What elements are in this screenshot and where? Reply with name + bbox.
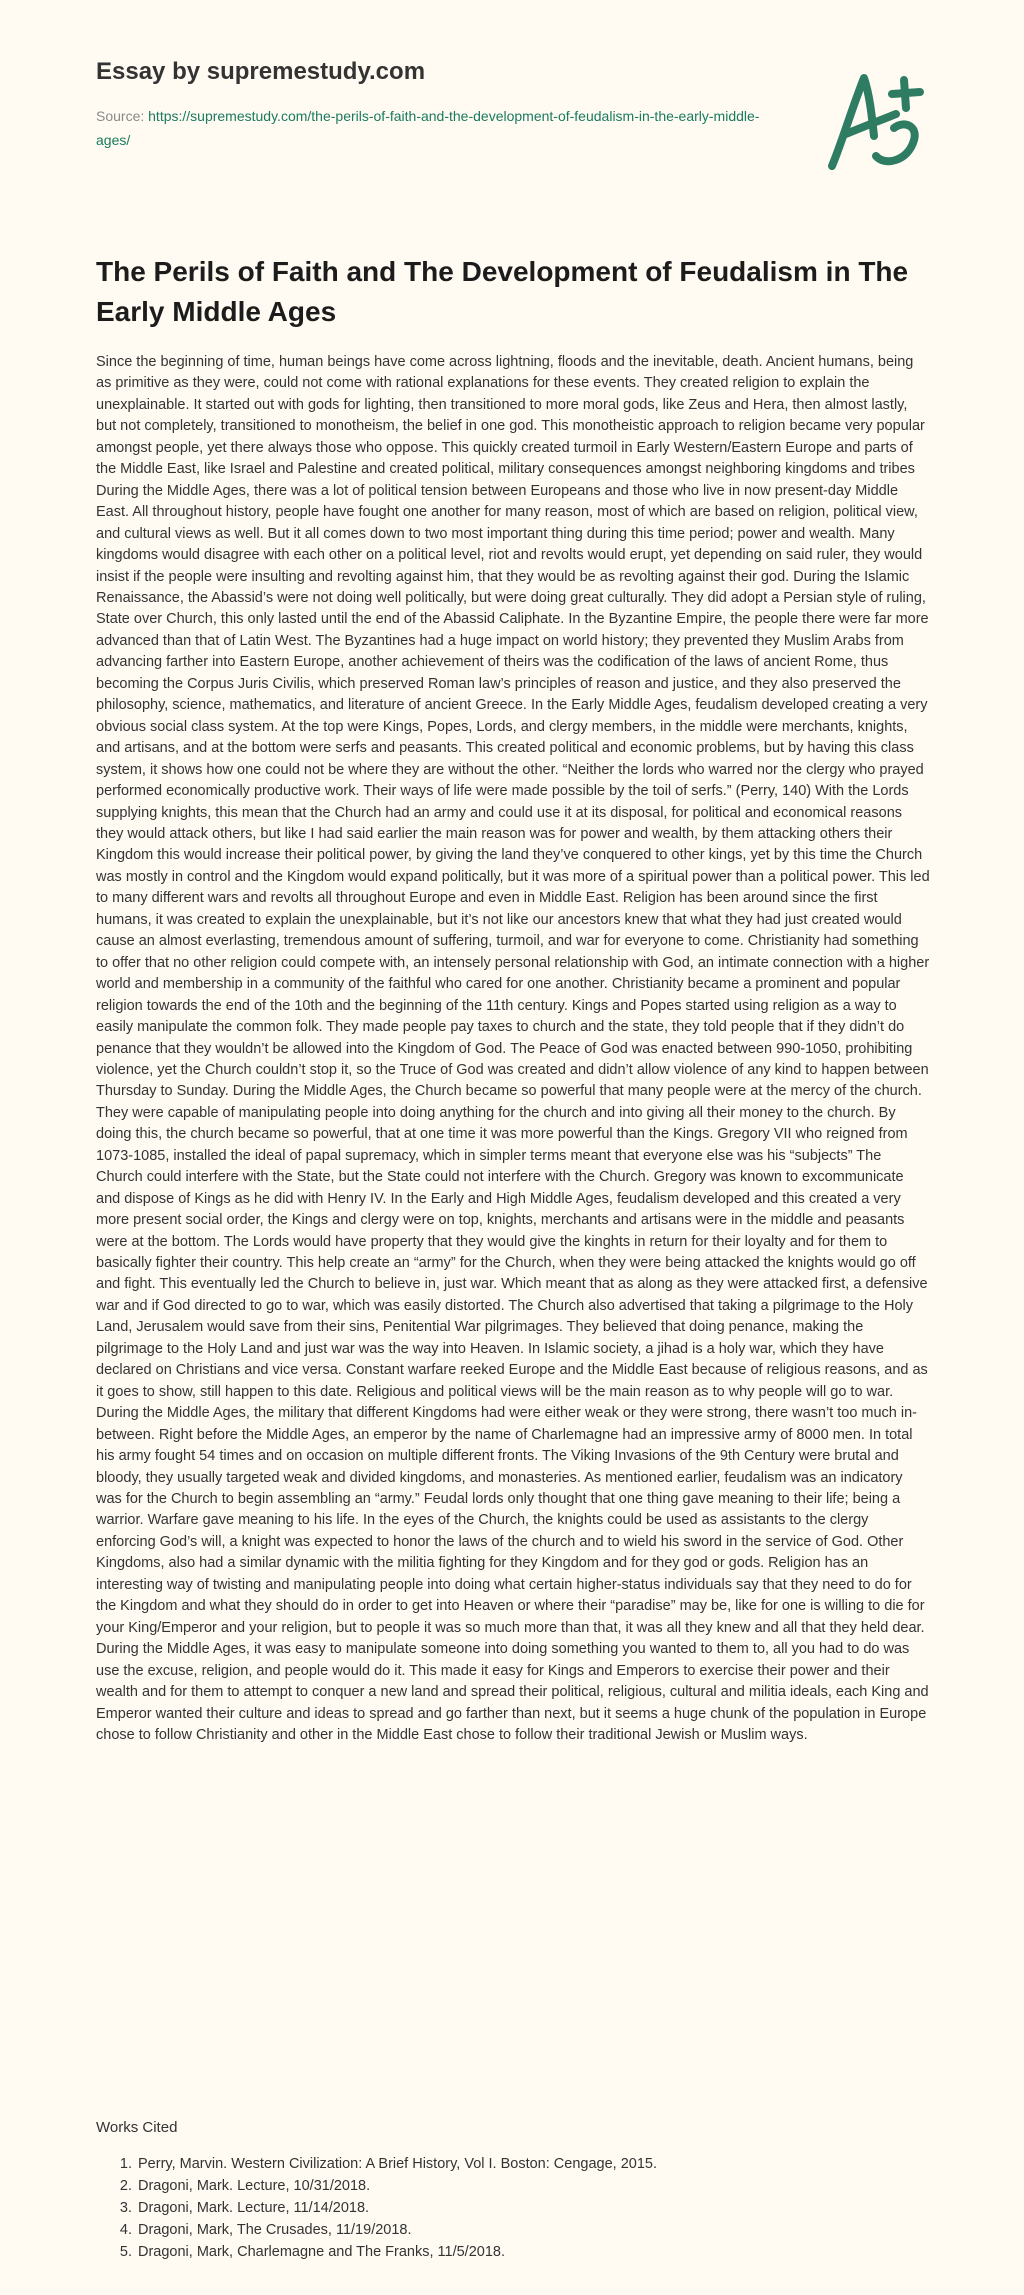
works-cited-item: 1. Perry, Marvin. Western Civilization: A Brief History, Vol I. Boston: Cengage, 2015. xyxy=(136,2153,926,2175)
works-cited-item: 4. Dragoni, Mark, The Crusades, 11/19/2018. xyxy=(136,2219,926,2241)
source-link[interactable]: https://supremestudy.com/the-perils-of-faith-and-the-development-of-feudalism-in-the-early-middle-ages/ xyxy=(96,108,760,148)
works-cited-item: 5. Dragoni, Mark, Charlemagne and The Franks, 11/5/2018. xyxy=(136,2241,926,2263)
source-label: Source: xyxy=(96,108,149,124)
works-cited-item: 3. Dragoni, Mark. Lecture, 11/14/2018. xyxy=(136,2197,926,2219)
essay-title: The Perils of Faith and The Development of Feudalism in The Early Middle Ages xyxy=(96,256,909,327)
works-cited-list xyxy=(96,2153,926,2263)
header xyxy=(96,58,776,152)
source-line xyxy=(96,104,776,152)
works-cited-heading: Works Cited xyxy=(96,2119,178,2136)
works-cited-item: 2. Dragoni, Mark. Lecture, 10/31/2018. xyxy=(136,2175,926,2197)
essay-body: Since the beginning of time, human beings have come across lightning, floods and the inevitable, death. Ancient humans, being as primitive as they were, could not come with rational explanations for these events. They created religion to explain the unexplainable. It started out with gods for lighting, then transitioned to more moral gods, like Zeus and Hera, then almost lastly, but not completely, transitioned to monotheism, the belief in one god. This monotheistic approach to religion became very popular amongst people, yet there always those who oppose. This quickly created turmoil in Early Western/Eastern Europe and parts of the Middle East, like Israel and Palestine and created political, military consequences amongst neighboring kingdoms and tribes During the Middle Ages, there was a lot of political tension between Europeans and those who live in now present-day Middle East. All throughout history, people have fought one another for many reason, most of which are based on religion, political view, and cultural views as well. But it all comes down to two most important thing during this time period; power and wealth. Many kingdoms would disagree with each other on a political level, riot and revolts would erupt, yet depending on said ruler, they would insist if the people were insulting and revolting against him, that they would be as revolting against their god. During the Islamic Renaissance, the Abassid’s were not doing well politically, but were doing great culturally. They did adopt a Persian style of ruling, State over Church, this only lasted until the end of the Abassid Caliphate. In the Byzantine Empire, the people there were far more advanced than that of Latin West. The Byzantines had a huge impact on world history; they prevented they Muslim Arabs from advancing farther into Eastern Europe, another achievement of theirs was the codification of the laws of ancient Rome, thus becoming the Corpus Juris Civilis, which preserved Roman law’s principles of reason and justice, and they also preserved the philosophy, science, mathematics, and literature of ancient Greece. In the Early Middle Ages, feudalism developed creating a very obvious social class system. At the top were Kings, Popes, Lords, and clergy members, in the middle were merchants, knights, and artisans, and at the bottom were serfs and peasants. This created political and economic problems, but by having this class system, it shows how one could not be where they are without the other. “Neither the lords who warred nor the clergy who prayed performed economically productive work. Their ways of life were made possible by the toil of serfs.” (Perry, 140) With the Lords supplying knights, this mean that the Church had an army and could use it at its disposal, for political and economical reasons they would attack others, but like I had said earlier the main reason was for power and wealth, by them attacking others their Kingdom this would increase their political power, by giving the land they’ve conquered to other kings, yet by this time the Church was mostly in control and the Kingdom would expand politically, but it was more of a spiritual power than a political power. This led to many different wars and revolts all throughout Europe and even in Middle East. Religion has been around since the first humans, it was created to explain the unexplainable, but it’s not like our ancestors knew that what they had just created would cause an almost everlasting, tremendous amount of suffering, turmoil, and war for everyone to come. Christianity had something to offer that no other religion could compete with, an intensely personal relationship with God, an intimate connection with a higher world and membership in a community of the faithful who cared for one another. Christianity became a prominent and popular religion towards the end of the 10th and the beginning of the 11th century. Kings and Popes started using religion as a way to easily manipulate the common folk. They made people pay taxes to church and the state, they told people that if they didn’t do penance that they wouldn’t be allowed into the Kingdom of God. The Peace of God was enacted between 990-1050, prohibiting violence, yet the Church couldn’t stop it, so the Truce of God was created and didn’t allow violence of any kind to happen between Thursday to Sunday. During the Middle Ages, the Church became so powerful that many people were at the mercy of the church. They were capable of manipulating people into doing anything for the church and into giving all their money to the church. By doing this, the church became so powerful, that at one time it was more powerful than the Kings. Gregory VII who reigned from 1073-1085, installed the ideal of papal supremacy, which in simpler terms meant that everyone else was his “subjects” The Church could interfere with the State, but the State could not interfere with the Church. Gregory was known to excommunicate and dispose of Kings as he did with Henry IV. In the Early and High Middle Ages, feudalism developed and this created a very more present social order, the Kings and clergy were on top, knights, merchants and artisans were in the middle and peasants were at the bottom. The Lords would have property that they would give the kinghts in return for their loyalty and for them to basically fighter their country. This help create an “army” for the Church, when they were being attacked the knights would go off and fight. This eventually led the Church to believe in, just war. Which meant that as along as they were attacked first, a defensive war and if God directed to go to war, which was easily distorted. The Church also advertised that taking a pilgrimage to the Holy Land, Jerusalem would save from their sins, Penitential War pilgrimages. They believed that doing penance, making the pilgrimage to the Holy Land and just war was the way into Heaven. In Islamic society, a jihad is a holy war, which they have declared on Christians and vice versa. Constant warfare reeked Europe and the Middle East because of religious reasons, and as it goes to show, still happen to this date. Religious and political views will be the main reason as to why people will go to war. During the Middle Ages, the military that different Kingdoms had were either weak or they were strong, there wasn’t too much in-between. Right before the Middle Ages, an emperor by the name of Charlemagne had an impressive army of 8000 men. In total his army fought 54 times and on occasion on multiple different fronts. The Viking Invasions of the 9th Century were brutal and bloody, they usually targeted weak and divided kingdoms, and monasteries. As mentioned earlier, feudalism was an indicatory was for the Church to begin assembling an “army.” Feudal lords only thought that one thing gave meaning to their life; being a warrior. Warfare gave meaning to his life. In the eyes of the Church, the knights could be used as assistants to the clergy enforcing God’s will, a knight was expected to honor the laws of the church and to wield his sword in the service of God. Other Kingdoms, also had a similar dynamic with the militia fighting for they Kingdom and for they god or gods. Religion has an interesting way of twisting and manipulating people into doing what certain higher-status individuals say that they need to do for the Kingdom and what they should do in order to get into Heaven or where their “paradise” may be, like for one is willing to die for your King/Emperor and your religion, but to people it was so much more than that, it was all they knew and all that they held dear. During the Middle Ages, it was easy to manipulate someone into doing something you wanted to them to, all you had to do was use the excuse, religion, and people would do it. This made it easy for Kings and Emperors to exercise their power and their wealth and for them to attempt to conquer a new land and spread their political, religious, cultural and militia ideals, each King and Emperor wanted their culture and ideas to spread and go farther than next, but it seems a huge chunk of the population in Europe chose to follow Christianity and other in the Middle East chose to follow their traditional Jewish or Muslim ways. xyxy=(96,354,930,1743)
site-title: Essay by supremestudy.com xyxy=(96,58,426,85)
a-plus-logo xyxy=(818,62,936,172)
